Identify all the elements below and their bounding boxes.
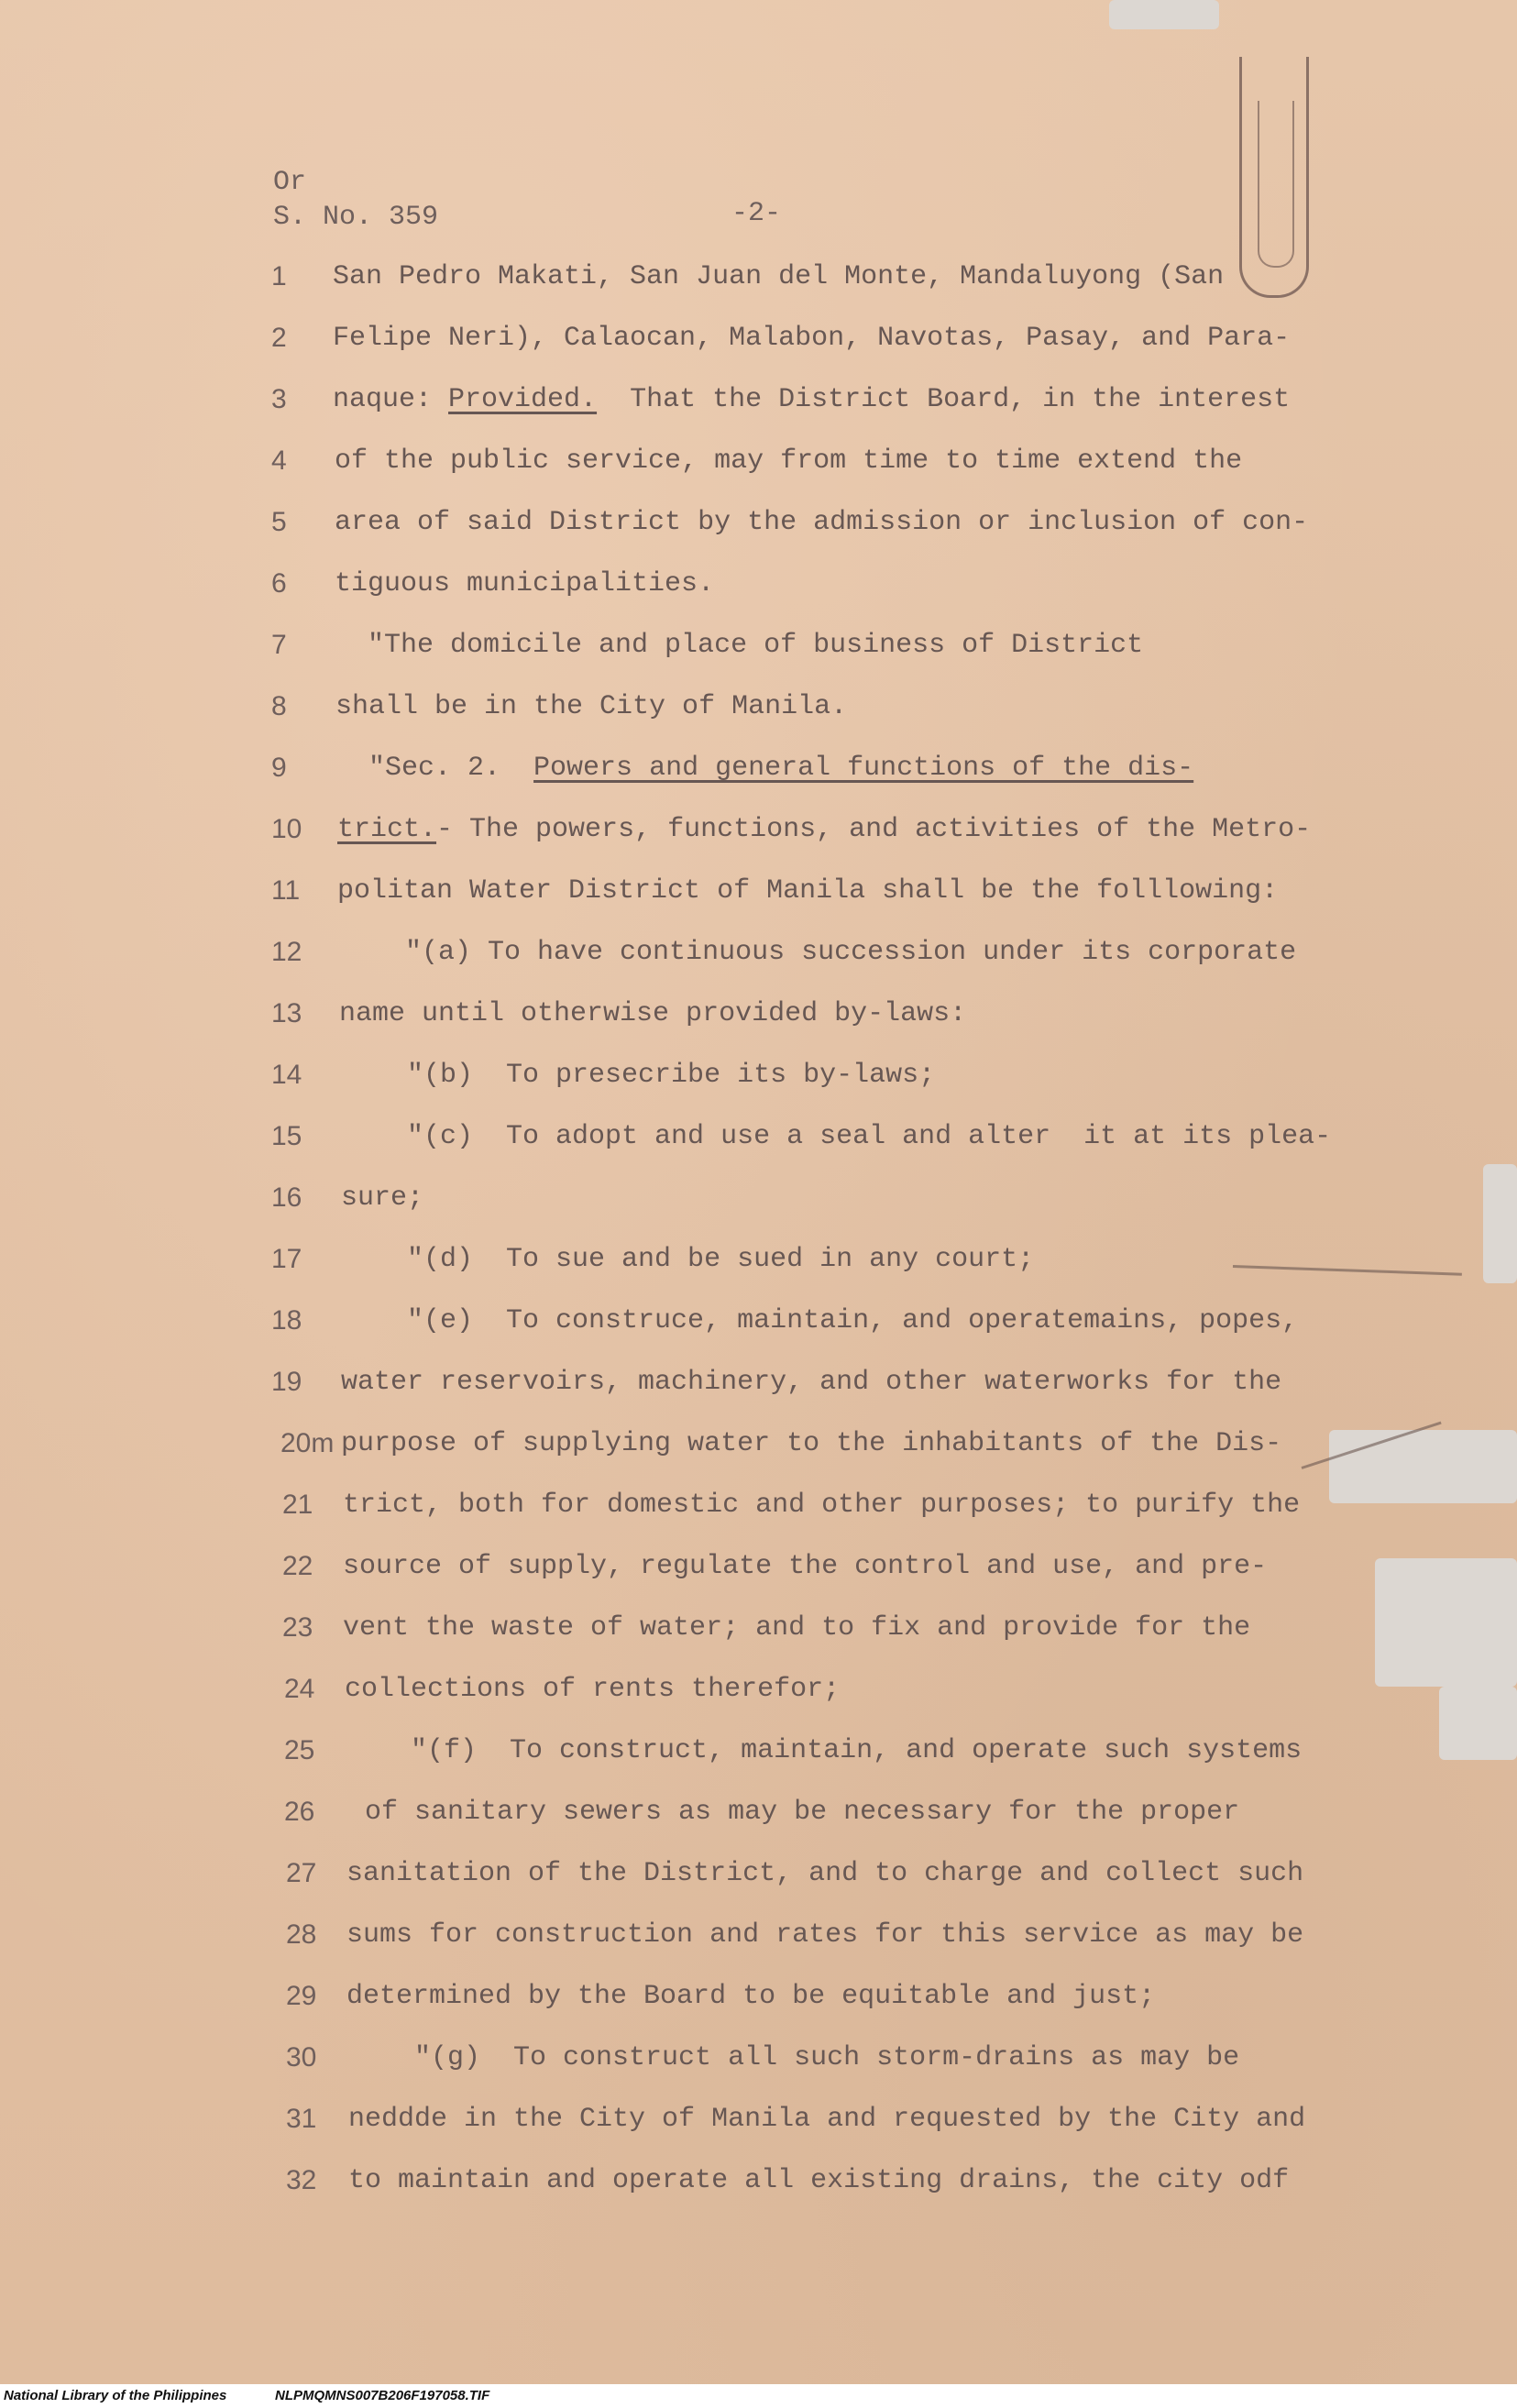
line-text-pre: naque: xyxy=(333,384,449,415)
line-text: sure; xyxy=(341,1182,424,1214)
line-text: to maintain and operate all existing drains, the city odf xyxy=(348,2165,1290,2196)
text-line xyxy=(0,507,1309,553)
line-text: "(e) To construce, maintain, and operatemains, popes, xyxy=(341,1305,1299,1336)
line-text: of sanitary sewers as may be necessary for the proper xyxy=(365,1797,1240,1828)
line-number: 32 xyxy=(286,2165,317,2195)
text-line xyxy=(0,753,1283,798)
line-text: San Pedro Makati, San Juan del Monte, Mandaluyong (San xyxy=(333,261,1225,292)
text-line xyxy=(0,1612,1283,1658)
line-text-post: That the District Board, in the interest xyxy=(597,384,1291,415)
line-text: "(g) To construct all such storm-drains as may be xyxy=(348,2042,1240,2073)
line-text: source of supply, regulate the control and use, and pre- xyxy=(343,1551,1268,1582)
line-number: 9 xyxy=(271,753,287,783)
line-text-post: - The powers, functions, and activities of the Metro- xyxy=(436,814,1312,845)
text-line xyxy=(0,814,1312,860)
line-text: tiguous municipalities. xyxy=(335,568,715,599)
text-line xyxy=(0,1121,1332,1167)
line-number: 18 xyxy=(271,1305,302,1336)
line-number: 14 xyxy=(271,1060,302,1090)
line-text: "(b) To presecribe its by-laws; xyxy=(341,1060,936,1091)
line-text: collections of rents therefor; xyxy=(345,1674,841,1705)
paper-wear-right-4 xyxy=(1439,1687,1517,1760)
text-line xyxy=(0,937,1297,983)
line-text: neddde in the City of Manila and requested by the City and xyxy=(348,2104,1306,2135)
text-line xyxy=(0,630,1283,676)
line-text: sanitation of the District, and to charge and collect such xyxy=(346,1858,1304,1889)
line-number: 6 xyxy=(271,568,287,599)
line-number: 17 xyxy=(271,1244,302,1274)
line-text: of the public service, may from time to time extend the xyxy=(335,445,1243,477)
line-number: 10 xyxy=(271,814,302,844)
footer-library-name: National Library of the Philippines xyxy=(4,2388,227,2403)
text-line xyxy=(0,1735,1303,1781)
line-number: 4 xyxy=(271,445,287,476)
line-number: 7 xyxy=(271,630,287,660)
line-text: politan Water District of Manila shall be the folllowing: xyxy=(337,875,1279,907)
line-number: 27 xyxy=(286,1858,317,1888)
line-text: Felipe Neri), Calaocan, Malabon, Navotas, Pasay, and Para- xyxy=(333,323,1291,354)
line-text: purpose of supplying water to the inhabitants of the Dis- xyxy=(341,1428,1282,1459)
line-text: vent the waste of water; and to fix and provide for the xyxy=(343,1612,1251,1644)
line-number: 23 xyxy=(282,1612,313,1643)
text-line xyxy=(0,1244,1283,1290)
line-text: shall be in the City of Manila. xyxy=(335,691,848,722)
text-line xyxy=(0,384,1291,430)
line-number: 2 xyxy=(271,323,287,353)
text-line xyxy=(0,568,1283,614)
text-line xyxy=(0,261,1283,307)
paper-wear-right-3 xyxy=(1375,1558,1517,1687)
paper-wear-right-1 xyxy=(1483,1164,1517,1283)
line-number: 21 xyxy=(282,1490,313,1520)
line-number: 12 xyxy=(271,937,302,967)
text-line xyxy=(0,323,1291,368)
line-text: trict, both for domestic and other purposes; to purify the xyxy=(343,1490,1301,1521)
line-number: 29 xyxy=(286,1981,317,2011)
line-text: "(a) To have continuous succession under its corporate xyxy=(339,937,1297,968)
footer-file-id: NLPMQMNS007B206F197058.TIF xyxy=(275,2388,490,2403)
line-number: 30 xyxy=(286,2042,317,2073)
line-text-pre: "Sec. 2. xyxy=(335,753,534,784)
paper-wear-top xyxy=(1109,0,1219,29)
text-line xyxy=(0,691,1283,737)
text-line xyxy=(0,1919,1304,1965)
line-number: 16 xyxy=(271,1182,302,1213)
text-line xyxy=(0,1551,1283,1597)
line-text: "(f) To construct, maintain, and operate such systems xyxy=(345,1735,1303,1766)
line-text: "(d) To sue and be sued in any court; xyxy=(341,1244,1035,1275)
line-text: name until otherwise provided by-laws: xyxy=(339,998,967,1029)
line-number: 3 xyxy=(271,384,287,414)
text-line xyxy=(0,1490,1301,1535)
line-text: "The domicile and place of business of District xyxy=(351,630,1144,661)
underlined-heading: trict. xyxy=(337,814,437,845)
text-line xyxy=(0,998,1283,1044)
line-text xyxy=(335,753,1193,784)
line-number: 19 xyxy=(271,1367,302,1397)
text-line xyxy=(0,2042,1283,2088)
bill-header xyxy=(273,165,438,235)
text-line xyxy=(0,1305,1299,1351)
page-number: -2- xyxy=(731,198,782,229)
text-line xyxy=(0,1797,1283,1842)
line-number: 13 xyxy=(271,998,302,1028)
line-text: "(c) To adopt and use a seal and alter it at its plea- xyxy=(341,1121,1332,1152)
line-number: 15 xyxy=(271,1121,302,1151)
line-number: 22 xyxy=(282,1551,313,1581)
line-text: sums for construction and rates for this service as may be xyxy=(346,1919,1304,1951)
line-number: 31 xyxy=(286,2104,317,2134)
text-line xyxy=(0,1182,1283,1228)
line-number: 1 xyxy=(271,261,287,291)
line-text: area of said District by the admission or inclusion of con- xyxy=(335,507,1309,538)
line-number: 11 xyxy=(271,875,301,906)
line-text: determined by the Board to be equitable and just; xyxy=(346,1981,1156,2012)
paper-clip-inner-mark xyxy=(1258,101,1294,268)
text-line xyxy=(0,2165,1290,2211)
line-number: 20m xyxy=(280,1428,335,1458)
line-text: water reservoirs, machinery, and other waterworks for the xyxy=(341,1367,1282,1398)
line-number: 8 xyxy=(271,691,287,721)
line-number: 25 xyxy=(284,1735,315,1765)
line-number: 5 xyxy=(271,507,287,537)
line-number: 26 xyxy=(284,1797,315,1827)
bill-number: S. No. 359 xyxy=(273,202,439,233)
text-line xyxy=(0,1060,1283,1105)
text-line xyxy=(0,1428,1283,1474)
text-line xyxy=(0,2104,1306,2150)
header-initials: Or xyxy=(273,167,307,198)
underlined-term: Provided. xyxy=(448,384,598,415)
text-line xyxy=(0,1981,1283,2027)
text-line xyxy=(0,1858,1304,1904)
line-text xyxy=(333,384,1290,415)
line-number: 28 xyxy=(286,1919,317,1950)
text-line xyxy=(0,445,1283,491)
text-line xyxy=(0,1674,1283,1720)
line-number: 24 xyxy=(284,1674,315,1704)
archive-footer xyxy=(0,2384,1517,2408)
line-text xyxy=(337,814,1311,845)
underlined-heading: Powers and general functions of the dis- xyxy=(533,753,1194,784)
text-line xyxy=(0,875,1283,921)
text-line xyxy=(0,1367,1283,1413)
paper-wear-right-2 xyxy=(1329,1430,1517,1503)
